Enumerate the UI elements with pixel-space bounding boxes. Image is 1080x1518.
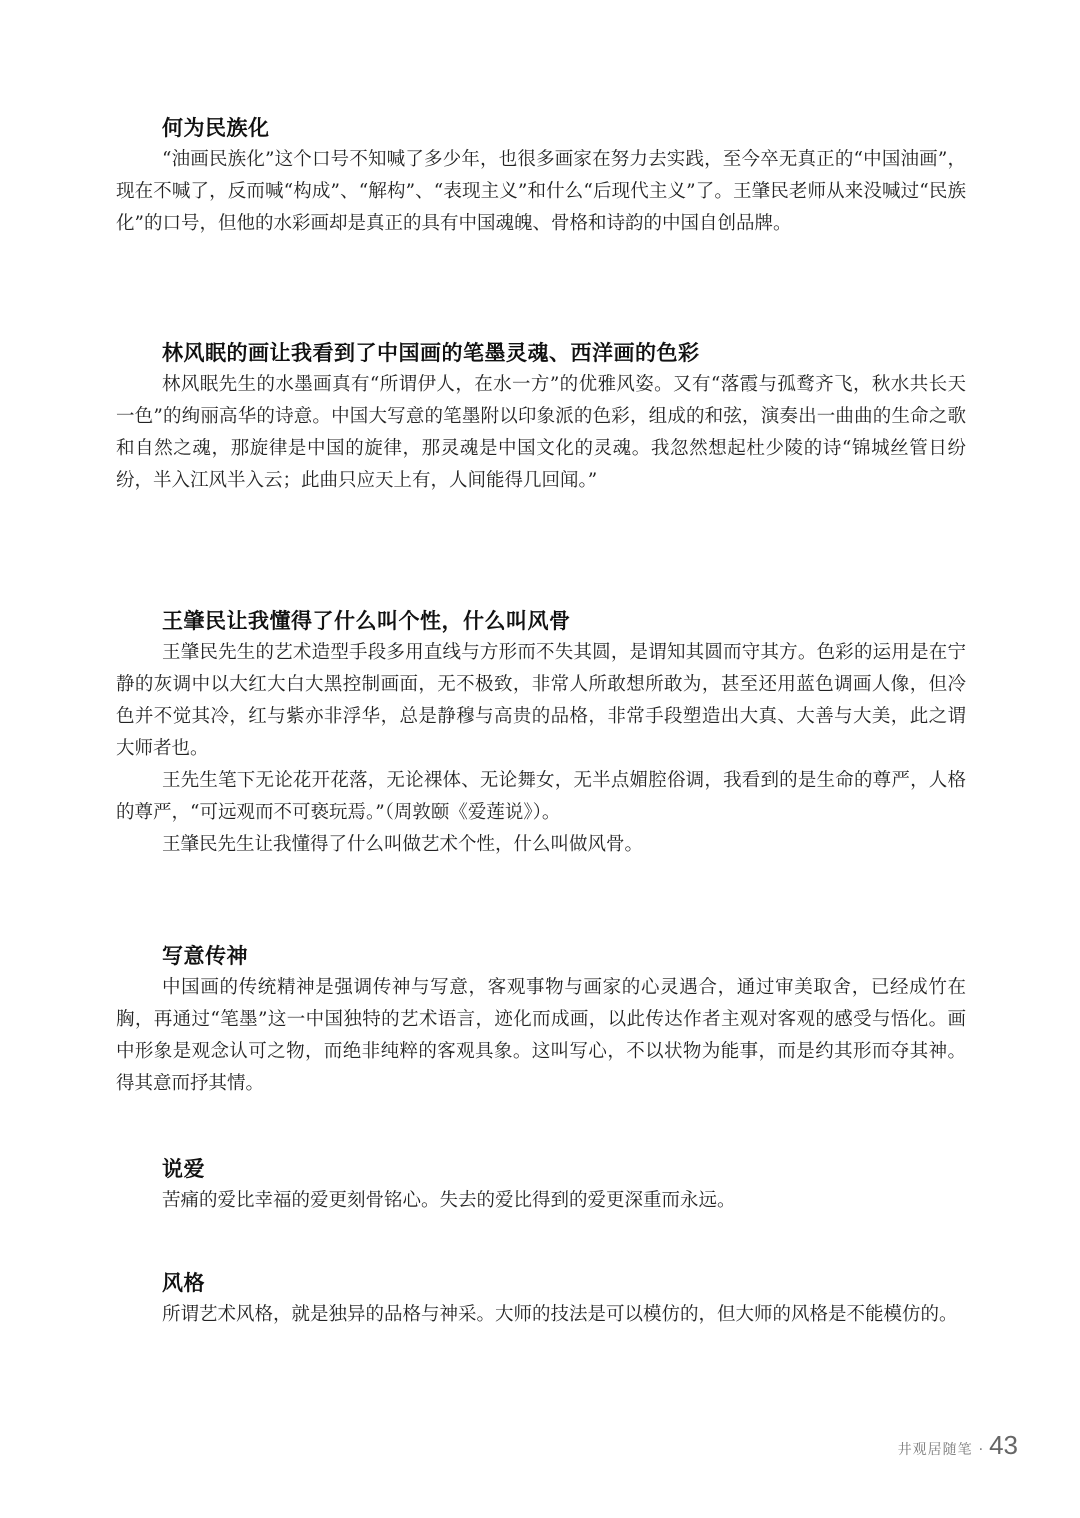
section-paragraph: 苦痛的爱比幸福的爱更刻骨铭心。失去的爱比得到的爱更深重而永远。 — [162, 1190, 736, 1211]
section-lin-fengmian — [116, 337, 966, 497]
section-on-love — [116, 1153, 966, 1217]
section-paragraph: 王肇民先生让我懂得了什么叫做艺术个性，什么叫做风骨。 — [162, 834, 644, 855]
section-heading: 林风眠的画让我看到了中国画的笔墨灵魂、西洋画的色彩 — [162, 340, 700, 365]
section-heading: 说爱 — [162, 1156, 205, 1181]
section-paragraph: 林风眠先生的水墨画真有“所谓伊人，在水一方”的优雅风姿。又有“落霞与孤鹜齐飞，秋水共长天一色”的绚丽高华的诗意。中国大写意的笔墨附以印象派的色彩，组成的和弦，演奏出一曲曲的生命之歌和自然之魂，那旋律是中国的旋律，那灵魂是中国文化的灵魂。我忽然想起杜少陵的诗“锦城丝管日纷纷，半入江风半入云；此曲只应天上有，人间能得几回闻。” — [116, 374, 966, 491]
section-nationalization — [116, 112, 966, 240]
section-heading: 王肇民让我懂得了什么叫个性，什么叫风骨 — [162, 608, 571, 633]
page-footer — [898, 1430, 1018, 1461]
footer-separator: · — [978, 1442, 984, 1458]
section-paragraph: 中国画的传统精神是强调传神与写意，客观事物与画家的心灵遇合，通过审美取舍，已经成竹在胸，再通过“笔墨”这一中国独特的艺术语言，迹化而成画，以此传达作者主观对客观的感受与悟化。画中形象是观念认可之物，而绝非纯粹的客观具象。这叫写心，不以状物为能事，而是约其形而夺其神。得其意而抒其情。 — [116, 977, 966, 1094]
section-heading: 风格 — [162, 1270, 205, 1295]
section-wang-zhaomin — [116, 605, 966, 861]
section-heading: 写意传神 — [162, 943, 248, 968]
section-style — [116, 1267, 966, 1331]
section-paragraph: 王先生笔下无论花开花落，无论裸体、无论舞女，无半点媚腔俗调，我看到的是生命的尊严，人格的尊严，“可远观而不可亵玩焉。”（周敦颐《爱莲说》）。 — [116, 770, 966, 823]
book-title: 井观居随笔 — [897, 1442, 973, 1458]
section-paragraph: 王肇民先生的艺术造型手段多用直线与方形而不失其圆，是谓知其圆而守其方。色彩的运用是在宁静的灰调中以大红大白大黑控制画面，无不极致，非常人所敢想所敢为，甚至还用蓝色调画人像，但冷色并不觉其冷，红与紫亦非浮华，总是静穆与高贵的品格，非常手段塑造出大真、大善与大美，此之谓大师者也。 — [116, 642, 966, 759]
section-xieyi-chuanshen — [116, 940, 966, 1100]
section-paragraph: “油画民族化”这个口号不知喊了多少年，也很多画家在努力去实践，至今卒无真正的“中国油画”，现在不喊了，反而喊“构成”、“解构”、“表现主义”和什么“后现代主义”了。王肇民老师从来没喊过“民族化”的口号，但他的水彩画却是真正的具有中国魂魄、骨格和诗韵的中国自创品牌。 — [116, 149, 966, 234]
section-heading: 何为民族化 — [162, 115, 270, 140]
page-number: 43 — [989, 1430, 1018, 1460]
section-paragraph: 所谓艺术风格，就是独异的品格与神采。大师的技法是可以模仿的，但大师的风格是不能模仿的。 — [162, 1304, 958, 1325]
